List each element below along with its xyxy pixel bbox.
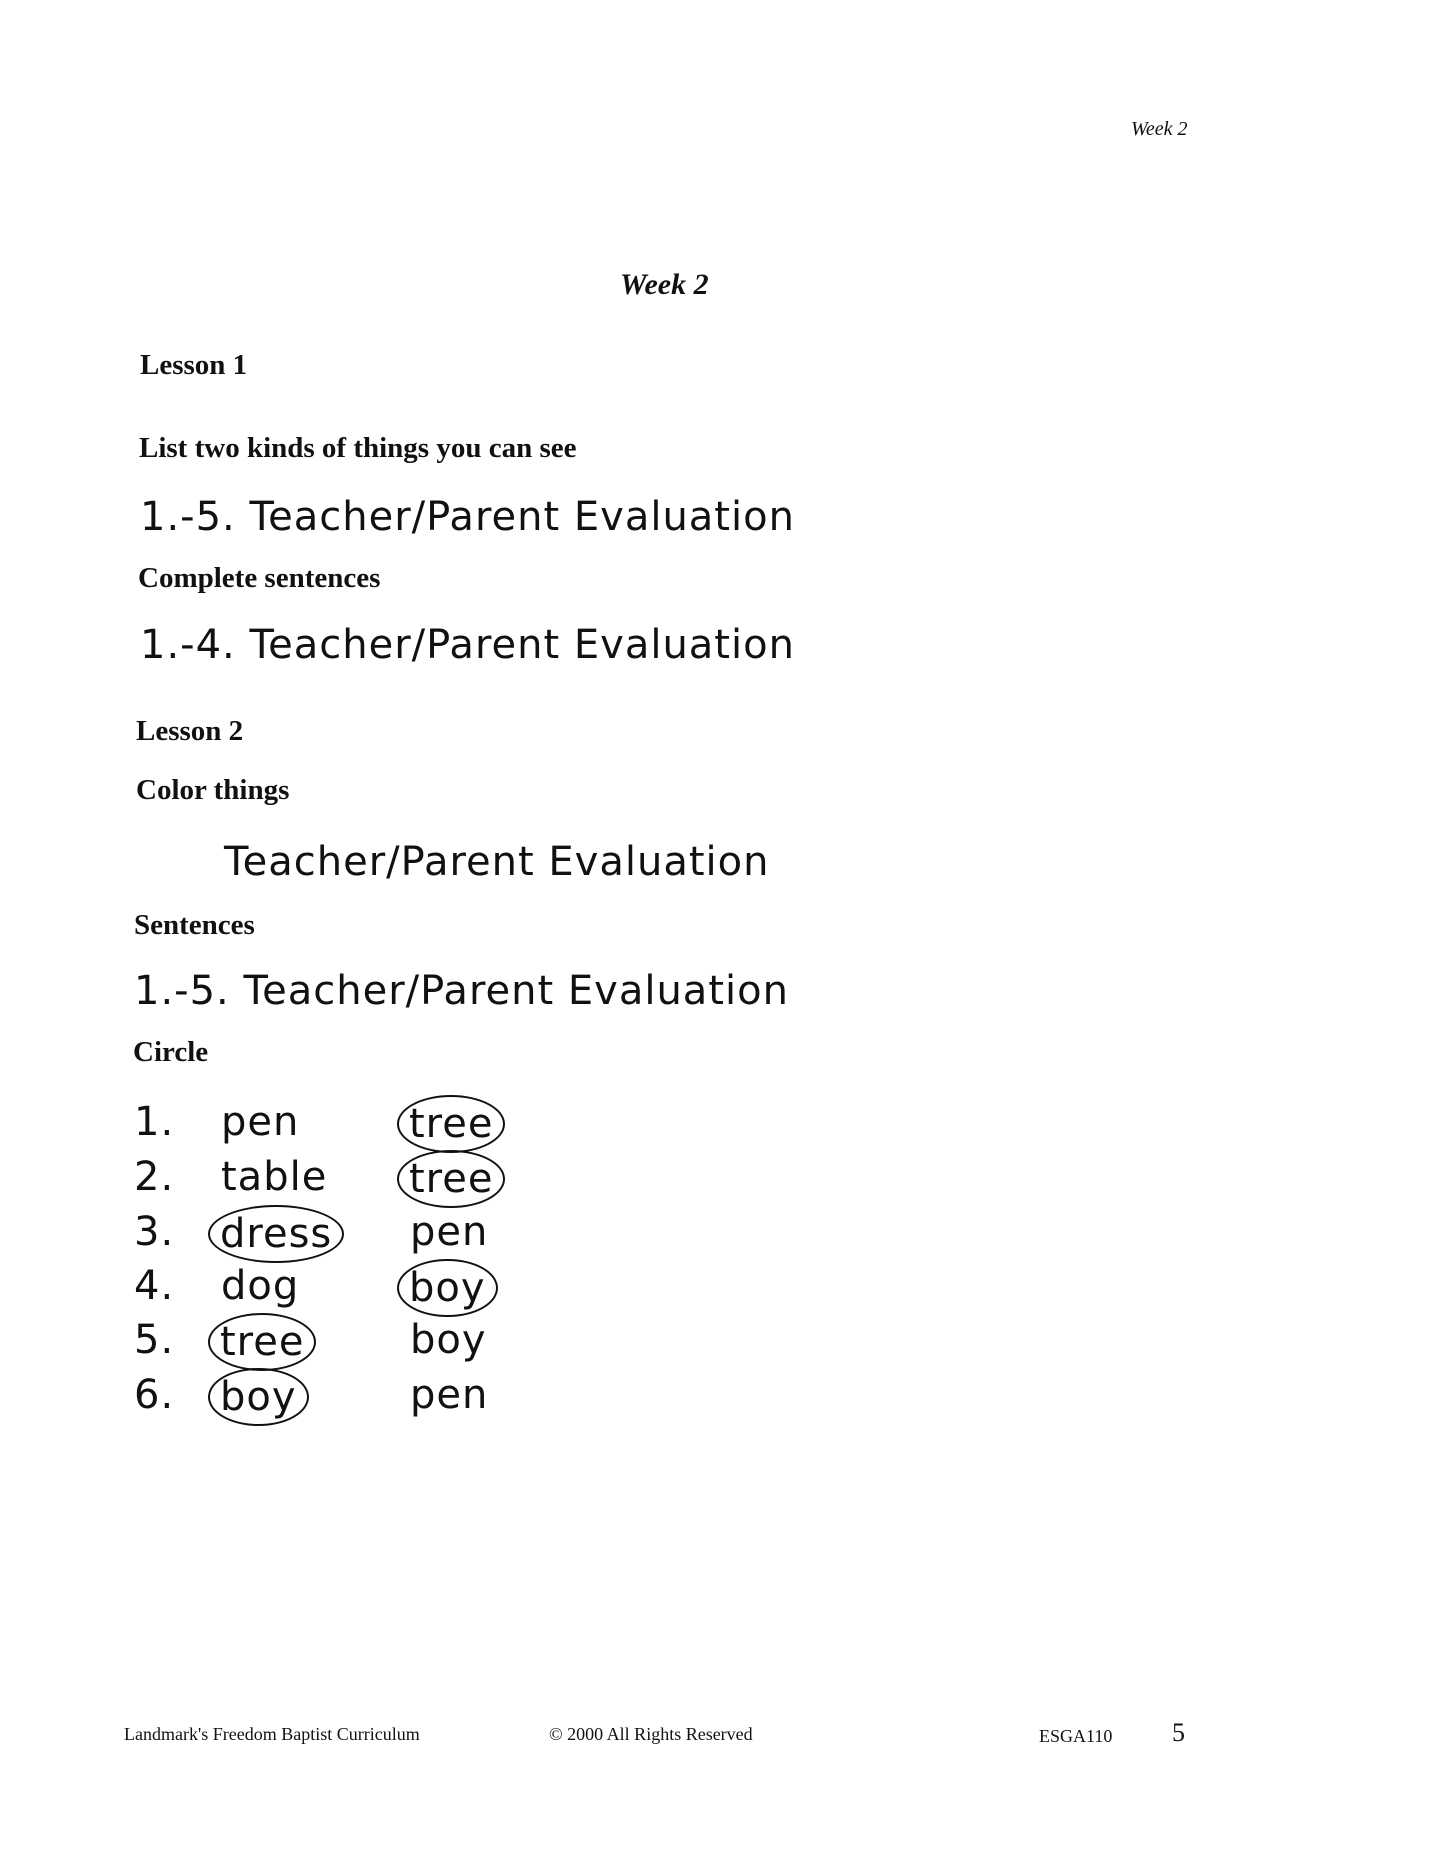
list-things-answer: 1.-5. Teacher/Parent Evaluation: [140, 494, 795, 540]
page-number: 5: [1172, 1718, 1185, 1747]
word-a: pen: [221, 1099, 300, 1145]
word-b: boy: [410, 1317, 487, 1363]
item-number: 2.: [134, 1154, 175, 1200]
item-number: 6.: [134, 1372, 175, 1418]
item-number: 3.: [134, 1209, 175, 1255]
word-b: pen: [410, 1209, 489, 1255]
running-header: Week 2: [1131, 118, 1188, 140]
sentences-heading: Sentences: [134, 909, 255, 941]
item-number: 4.: [134, 1263, 175, 1309]
lesson-2-heading: Lesson 2: [136, 715, 244, 747]
complete-sentences-answer: 1.-4. Teacher/Parent Evaluation: [140, 622, 795, 668]
word-b-circled: tree: [397, 1150, 505, 1208]
lesson-1-heading: Lesson 1: [140, 349, 248, 381]
footer-code: ESGA110: [1039, 1726, 1113, 1746]
word-a: dog: [221, 1263, 300, 1309]
circle-heading: Circle: [133, 1036, 209, 1068]
footer-publisher: Landmark's Freedom Baptist Curriculum: [124, 1724, 420, 1744]
sentences-answer: 1.-5. Teacher/Parent Evaluation: [134, 968, 789, 1014]
word-b-circled: boy: [397, 1259, 498, 1317]
footer-copyright: © 2000 All Rights Reserved: [549, 1724, 753, 1744]
list-things-heading: List two kinds of things you can see: [139, 432, 577, 464]
word-b-circled: tree: [397, 1095, 505, 1153]
word-b: pen: [410, 1372, 489, 1418]
complete-sentences-heading: Complete sentences: [138, 562, 381, 594]
color-things-heading: Color things: [136, 774, 290, 806]
color-things-answer: Teacher/Parent Evaluation: [224, 839, 770, 885]
item-number: 1.: [134, 1099, 175, 1145]
word-a-circled: boy: [208, 1368, 309, 1426]
word-a-circled: tree: [208, 1313, 316, 1371]
item-number: 5.: [134, 1317, 175, 1363]
page-title: Week 2: [620, 268, 709, 301]
word-a-circled: dress: [208, 1205, 344, 1263]
word-a: table: [221, 1154, 328, 1200]
